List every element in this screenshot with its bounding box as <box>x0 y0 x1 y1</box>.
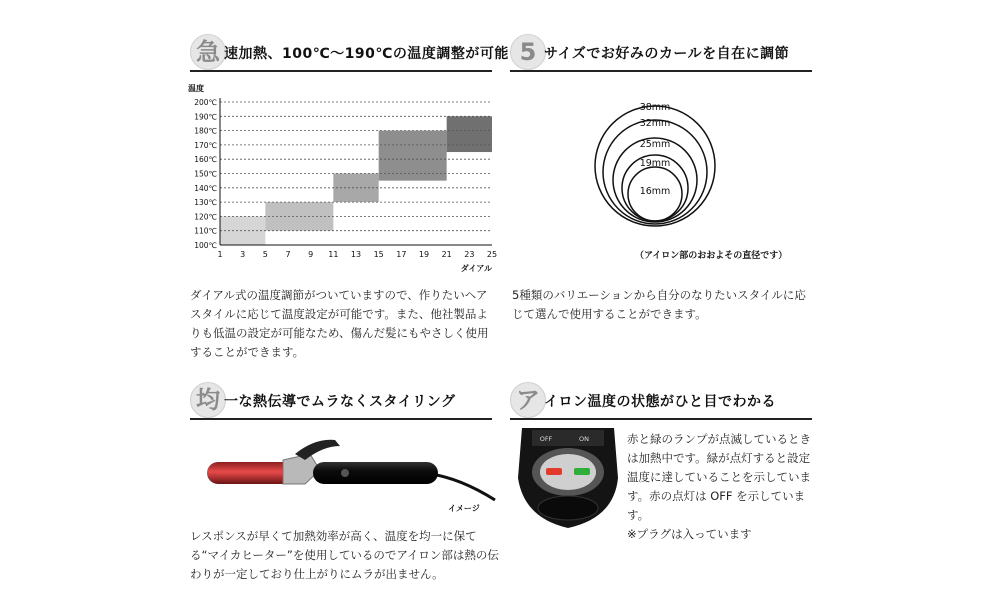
image-caption: イメージ <box>448 504 480 513</box>
label-19mm: 19mm <box>639 158 671 169</box>
label-32mm: 32mm <box>639 118 671 129</box>
lamp-section-header <box>510 382 812 420</box>
y-tick-label: 170℃ <box>194 140 217 150</box>
x-tick-label: 3 <box>240 250 246 259</box>
x-axis-label: ダイアル <box>460 264 492 273</box>
clamp-lever <box>295 440 340 460</box>
dial-off-label: OFF <box>539 435 553 443</box>
label-25mm: 25mm <box>639 139 671 150</box>
lamp-badge: ア <box>510 382 546 418</box>
heat-description: レスポンスが早くて加熱効率が高く、温度を均一に保てる“マイカヒーター”を使用しているのでアイロン部は熱の伝わりが一定しており仕上がりにムラが出ません。 <box>190 529 499 581</box>
sizes-description: 5種類のバリエーションから自分のなりたいスタイルに応じて選んで使用することができます。 <box>512 288 806 321</box>
size-caption: （アイロン部のおおよその直径です） <box>635 251 788 261</box>
size-circles-diagram <box>590 96 730 236</box>
x-tick-label: 13 <box>350 250 362 259</box>
sizes-title-rule <box>510 70 812 72</box>
x-tick-label: 21 <box>441 250 452 259</box>
heat-badge: 均 <box>190 382 226 418</box>
x-tick-label: 25 <box>486 250 498 259</box>
label-16mm: 16mm <box>639 186 671 197</box>
temp-title-rule <box>190 70 492 72</box>
circle-32mm <box>603 120 707 224</box>
dial-on-label: ON <box>579 435 589 443</box>
temp-section-title: 速加熱、100℃〜190℃の温度調整が可能 <box>224 46 509 62</box>
y-tick-label: 180℃ <box>194 126 217 136</box>
iron-lamp-photo <box>514 428 622 530</box>
label-38mm: 38mm <box>639 102 671 113</box>
temp-badge: 急 <box>190 34 226 70</box>
sizes-badge: 5 <box>510 34 546 70</box>
lamp-description: 赤と緑のランプが点滅しているときは加熱中です。緑が点灯すると設定温度に達していることを示しています。赤の点灯は OFF を示しています。 <box>627 432 811 522</box>
chart-bar-2 <box>265 202 333 231</box>
heat-title-rule <box>190 418 492 420</box>
chart-bar-1 <box>220 216 265 245</box>
y-axis-label: 温度 <box>188 84 204 93</box>
circle-25mm <box>613 138 697 222</box>
x-tick-label: 23 <box>464 250 475 259</box>
chart-bar-5 <box>447 116 492 152</box>
curling-iron-image <box>195 432 500 512</box>
sizes-section-title: サイズでお好みのカールを自在に調節 <box>544 46 790 62</box>
x-tick-label: 11 <box>328 250 339 259</box>
sizes-section-header <box>510 34 812 72</box>
x-tick-label: 19 <box>418 250 430 259</box>
y-tick-label: 100℃ <box>194 241 217 250</box>
y-tick-label: 190℃ <box>194 112 217 122</box>
heat-section-header <box>190 382 492 420</box>
y-tick-label: 160℃ <box>194 155 217 165</box>
x-tick-label: 9 <box>308 250 314 259</box>
temp-description: ダイアル式の温度調節がついていますので、作りたいヘアスタイルに応じて温度設定が可能です。また、他社製品よりも低温の設定が可能なため、傷んだ髪にもやさしく使用することができます。 <box>190 288 489 359</box>
temp-section-header <box>190 34 509 72</box>
lamp-title-rule <box>510 418 812 420</box>
y-tick-label: 150℃ <box>194 169 217 179</box>
x-tick-label: 7 <box>285 250 291 259</box>
iron-handle <box>313 462 438 484</box>
green-lamp-icon <box>574 468 590 475</box>
x-tick-label: 15 <box>373 250 384 259</box>
temperature-dial-chart <box>180 80 510 285</box>
handle-button <box>341 469 349 477</box>
lamp-section-title: イロン温度の状態がひと目でわかる <box>544 394 776 410</box>
x-tick-label: 5 <box>262 250 268 259</box>
y-tick-label: 130℃ <box>194 198 217 208</box>
red-lamp-icon <box>546 468 562 475</box>
x-tick-label: 17 <box>396 250 407 259</box>
y-tick-label: 120℃ <box>194 212 217 222</box>
lamp-note: ※プラグは入っています <box>627 527 752 541</box>
y-tick-label: 140℃ <box>194 183 217 193</box>
x-tick-label: 1 <box>217 250 223 259</box>
heat-section-title: 一な熱伝導でムラなくスタイリング <box>224 394 456 410</box>
y-tick-label: 110℃ <box>194 226 217 236</box>
power-cord <box>430 474 495 500</box>
y-tick-label: 200℃ <box>194 98 217 107</box>
